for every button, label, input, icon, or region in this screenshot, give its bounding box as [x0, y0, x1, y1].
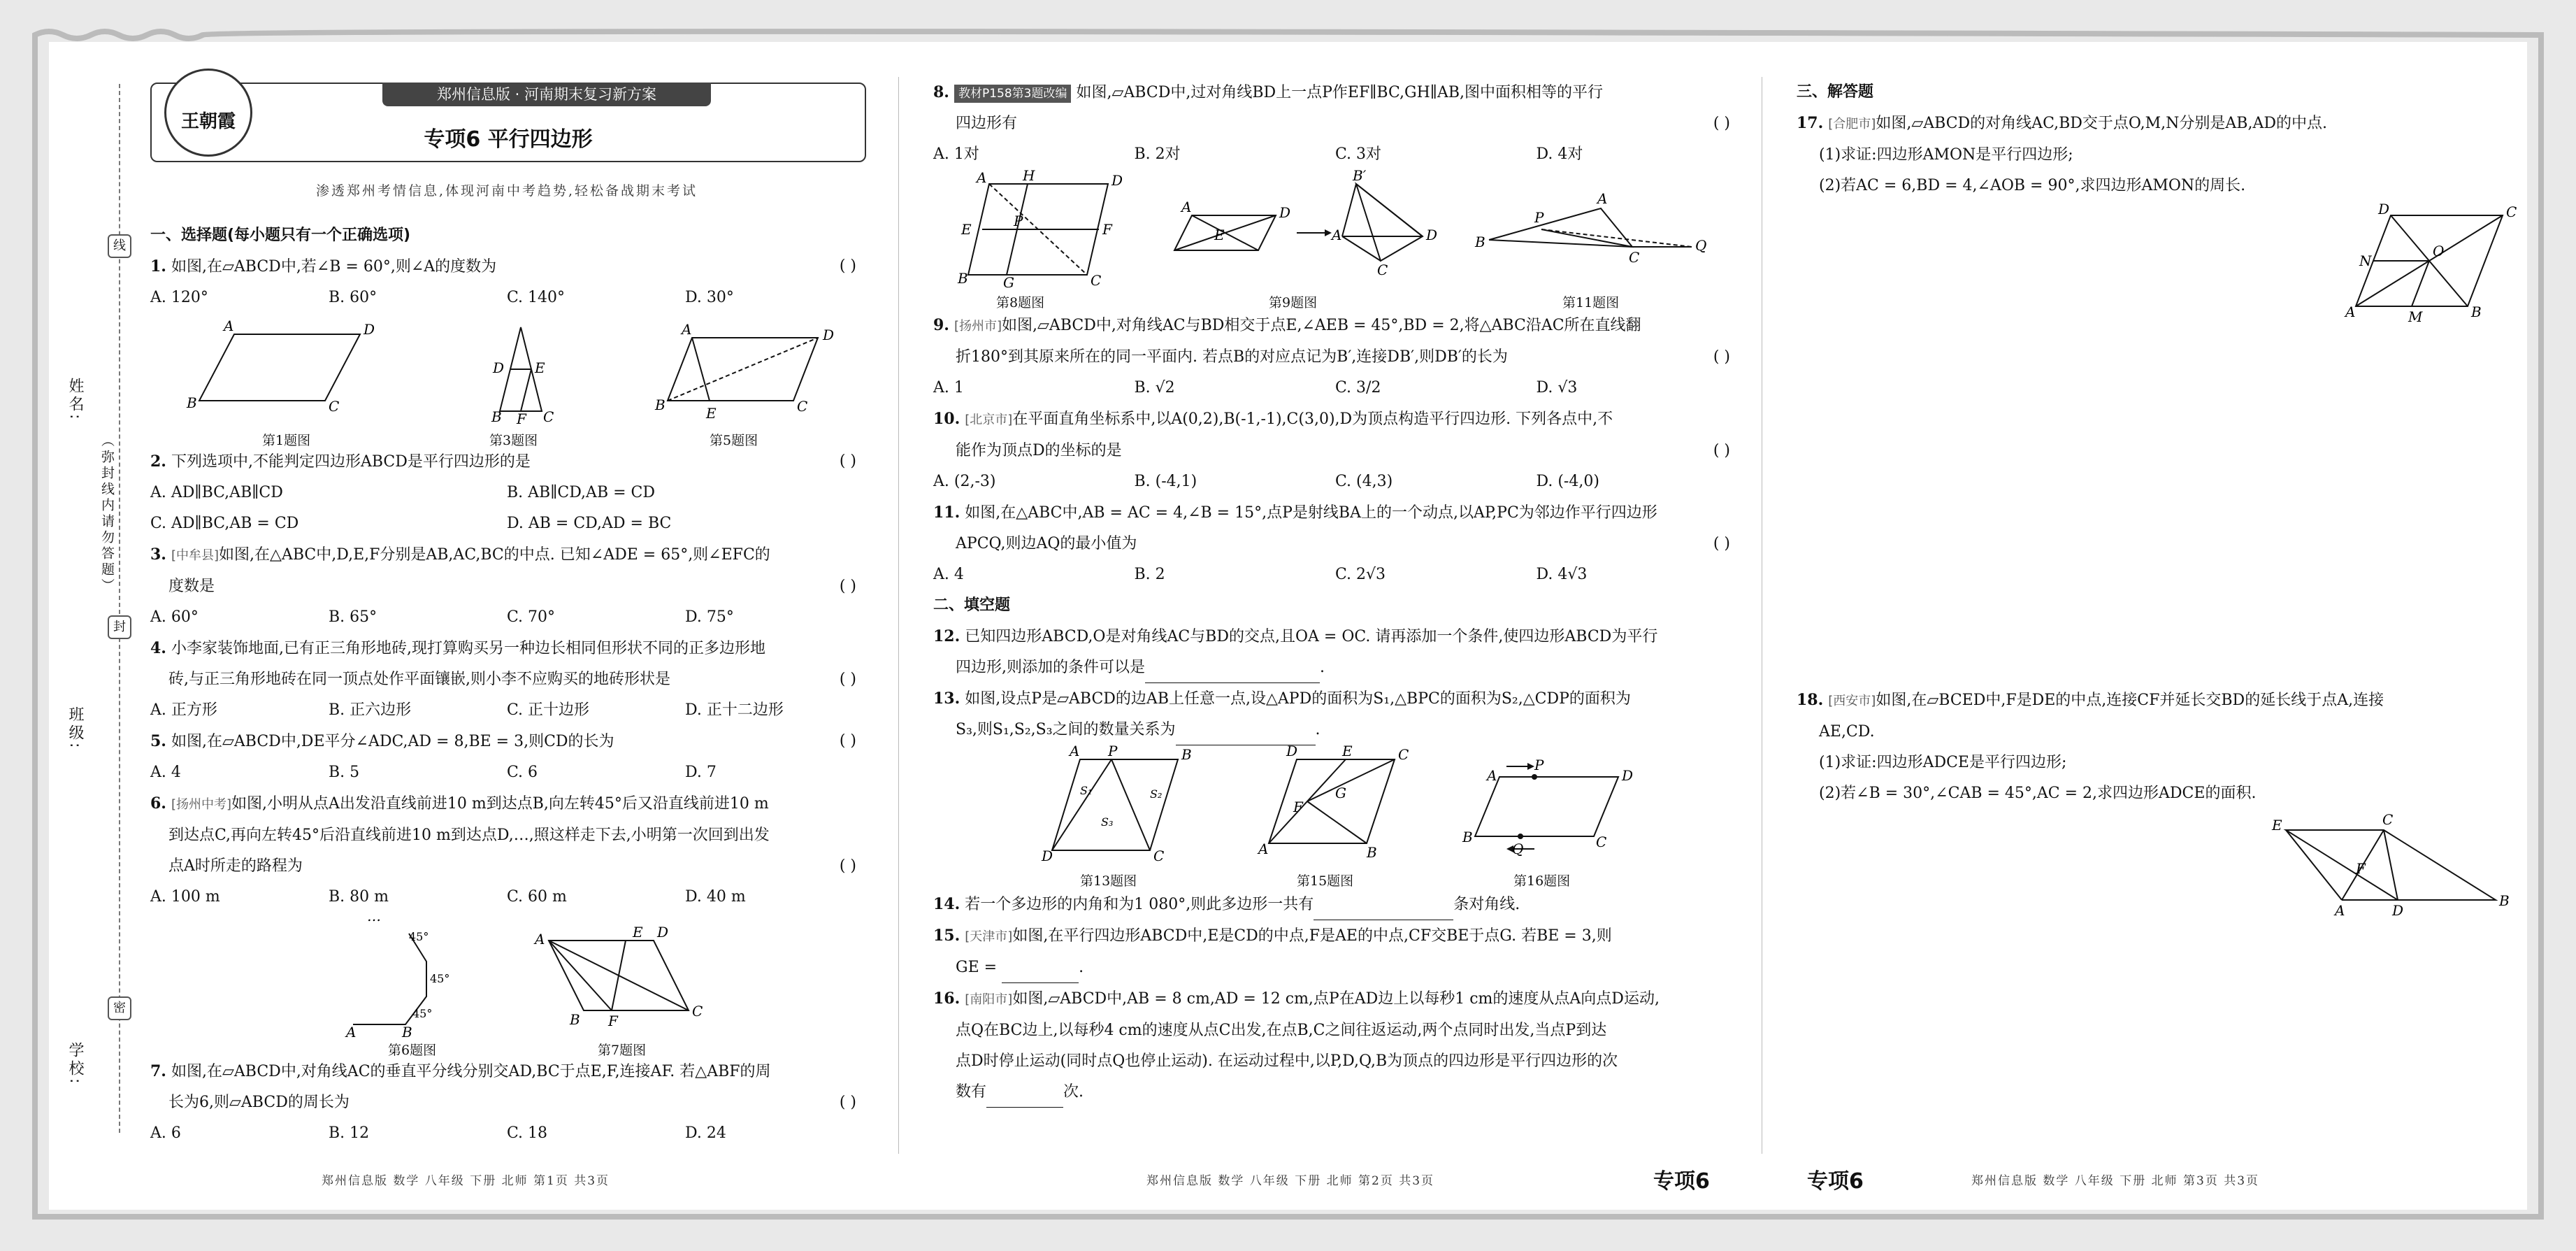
svg-text:C: C [1596, 834, 1607, 850]
svg-text:H: H [1023, 170, 1035, 184]
svg-text:D: D [1111, 172, 1123, 189]
svg-text:C: C [1153, 848, 1165, 864]
svg-text:A: A [1332, 227, 1342, 243]
figure-17 [1797, 201, 2517, 334]
section-heading: 一、选择题(每小题只有一个正确选项) [150, 227, 411, 244]
question-5: 5. 如图,在▱ABCD中,DE平分∠ADC,AD = 8,BE = 3,则CD的长为 ( ) [150, 732, 856, 750]
options: A. AD∥BC,AB∥CD B. AB∥CD,AB = CD [150, 484, 655, 501]
svg-text:A: A [535, 931, 545, 948]
svg-text:D: D [2392, 902, 2404, 919]
svg-text:P: P [1014, 213, 1023, 229]
svg-text:M: M [2408, 308, 2423, 325]
question-8: 8. 教材P158第3题改编 如图,▱ABCD中,过对角线BD上一点P作EF∥BC,GH∥AB,图中面积相等的平行 [933, 83, 1604, 101]
svg-text:O: O [2433, 243, 2445, 259]
page-footer: 郑州信息版 数学 八年级 下册 北师 第1页 共3页 [322, 1174, 610, 1188]
svg-text:D: D [1426, 227, 1438, 243]
figure-caption: 第8题图 [996, 295, 1045, 310]
options: A. 1对 B. 2对 C. 3对 D. 4对 [933, 145, 1583, 163]
svg-text:A: A [1258, 841, 1269, 857]
svg-text:C: C [1091, 272, 1102, 289]
question-9: 9. [扬州市]如图,▱ABCD中,对角线AC与BD相交于点E,∠AEB = 45°,BD = 2,将△ABC沿AC所在直线翻 [933, 316, 1641, 334]
svg-text:45°: 45° [409, 930, 429, 943]
svg-text:E: E [633, 924, 643, 941]
svg-text:A: A [346, 1024, 357, 1038]
answer-blank[interactable] [1002, 964, 1079, 983]
options: A. 4 B. 5 C. 6 D. 7 [150, 764, 717, 781]
answer-blank[interactable] [1145, 664, 1320, 683]
page-title: 专项6 平行四边形 [424, 127, 593, 152]
question-12: 12. 已知四边形ABCD,O是对角线AC与BD的交点,且OA = OC. 请再添加一个条件,使四边形ABCD为平行 [933, 627, 1658, 645]
svg-text:E: E [706, 405, 717, 422]
svg-text:E: E [535, 359, 545, 376]
svg-text:C: C [2382, 811, 2394, 828]
section-heading: 三、解答题 [1797, 83, 1874, 101]
page-footer: 郑州信息版 数学 八年级 下册 北师 第3页 共3页 [1971, 1174, 2260, 1188]
figure-18 [1797, 809, 2517, 935]
question-18: 18. [西安市]如图,在▱BCED中,F是DE的中点,连接CF并延长交BD的延长线于点A,连接 [1797, 691, 2384, 709]
question-6: 6. [扬州中考]如图,小明从点A出发沿直线前进10 m到达点B,向左转45°后又沿直线前进10 m [150, 794, 769, 813]
svg-text:D: D [2378, 201, 2390, 217]
svg-text:D: D [493, 359, 505, 376]
svg-text:C: C [2506, 203, 2517, 220]
svg-text:A: A [2335, 902, 2345, 919]
question-10: 10. [北京市]在平面直角坐标系中,以A(0,2),B(-1,-1),C(3,0),D为顶点构造平行四边形. 下列各点中,不 [933, 410, 1613, 428]
answer-blank[interactable] [1314, 901, 1453, 920]
header-banner: 郑州信息版 · 河南期末复习新方案 [382, 83, 711, 106]
svg-text:C: C [329, 398, 340, 415]
svg-text:45°: 45° [412, 1007, 433, 1020]
svg-text:A: A [1487, 767, 1497, 784]
question-14: 14. 若一个多边形的内角和为1 080°,则此多边形一共有 条对角线. [933, 889, 1737, 920]
svg-text:G: G [1003, 274, 1014, 289]
figure-1 [150, 313, 863, 425]
svg-text:P: P [1534, 757, 1544, 773]
svg-text:B′: B′ [1353, 170, 1367, 184]
question-16: 16. [南阳市]如图,▱ABCD中,AB = 8 cm,AD = 12 cm,点P在AD边上以每秒1 cm的速度从点A向点D运动, [933, 989, 1660, 1008]
column-2: 8. 教材P158第3题改编 如图,▱ABCD中,过对角线BD上一点P作EF∥BC,GH∥AB,图中面积相等的平行 四边形有 ( ) A. 1对 B. 2对 C. 3对 D. 4对 A H D E P F B G C A D E B′ A D C B P A C Q 第8题图 第9题图 第11题图 9. [扬州市]如图,▱ABCD中,对角线AC与BD相交于点E,∠AEB = 45°,BD = 2,将△ABC沿AC所在直线翻 折180°到其原来所在的同一平面内. 若点B的对应点记为B′,连接DB′,则DB′的长为 ( ) A. 1 B. √2 C. 3/2 D. √3 10. [北京市]在平面直角坐标系中,以A(0,2),B(-1,-1),C(3,0),D为顶点构造平行四边形. 下列各点中,不 能作为顶点D的坐标的是 ( ) A. (2,-3) B. (-4,1) C. (4,3) D. (-4,0) 11. 如图,在△ABC中,AB = AC = 4,∠B = 15°,点P是射线BA上的一个动点,以AP,PC为邻边作平行四边形 APCQ,则边AQ的最小值为 ( ) A. 4 B. 2 C. 2√3 D. 4√3 二、填空题 12. 已知四边形ABCD,O是对角线AC与BD的交点,且OA = OC. 请再添加一个条件,使四边形ABCD为平行 四边形,则添加的条件可以是 . 13. 如图,设点P是▱ABCD的边AB上任意一点,设△APD的面积为S₁,△BPC的面积为S₂,△CDP的面积为 S₃,则S₁,S₂,S₃之间的数量关系为 . A P B S₁ S₂ S₃ D C D E C F G A B A P D B Q C 第13题图 第15题图 第16题图 14. 若一个多边形的内角和为1 080°,则此多边形一共有 条对角线. 15. [天津市]如图,在平行四边形ABCD中,E是CD的中点,F是AE的中点,CF交BE于点G. 若BE = 3,则 GE = . 16. [南阳市]如图,▱ABCD中,AB = 8 cm,AD = 12 cm,点P在AD边上以每秒1 cm的速度从点A向点D运动, 点Q在BC边上,以每秒4 cm的速度从点C出发,在点B,C之间往返运动,两个点同时出发,当点P到达 点D时停止运动(同时点Q也停止运动). 在运动过程中,以P,D,Q,B为顶点的四边形是平行四边形的次 数有 次. [933, 77, 1737, 1108]
svg-text:A: A [224, 317, 234, 334]
svg-text:A: A [1070, 745, 1080, 759]
question-1: 1. 如图,在▱ABCD中,若∠B = 60°,则∠A的度数为 ( ) [150, 257, 856, 276]
figure-caption: 第13题图 [1080, 873, 1137, 889]
svg-text:F: F [1293, 799, 1303, 815]
name-label: 姓名: [66, 378, 84, 422]
svg-text:P: P [1108, 745, 1118, 759]
page-header [150, 83, 866, 162]
svg-text:C: C [692, 1003, 703, 1020]
section-heading: 二、填空题 [933, 596, 1011, 614]
svg-text:F: F [1102, 221, 1112, 238]
svg-text:E: E [2272, 817, 2282, 834]
column-1: 一、选择题(每小题只有一个正确选项) 1. 如图,在▱ABCD中,若∠B = 60°,则∠A的度数为 ( ) A. 120° B. 60° C. 140° D. 30° A D B C D E B F C A D B E C 第1题图 第3题图 第5题图 2. 下列选项中,不能判定四边形ABCD是平行四边形的是 ( ) A. AD∥BC,AB∥CD B. AB∥CD,AB = CD C. AD∥BC,AB = CD D. AB = CD,AD = BC 3. [中牟县]如图,在△ABC中,D,E,F分别是AB,AC,BC的中点. 已知∠ADE = 65°,则∠EFC的 度数是 ( ) A. 60° B. 65° C. 70° D. 75° 4. 小李家装饰地面,已有正三角形地砖,现打算购买另一种边长相同但形状不同的正多边形地 砖,与正三角形地砖在同一顶点处作平面镶嵌,则小李不应购买的地砖形状是 ( ) A. 正方形 B. 正六边形 C. 正十边形 D. 正十二边形 5. 如图,在▱ABCD中,DE平分∠ADC,AD = 8,BE = 3,则CD的长为 ( ) A. 4 B. 5 C. 6 D. 7 6. [扬州中考]如图,小明从点A出发沿直线前进10 m到达点B,向左转45°后又沿直线前进10 m 到达点C,再向左转45°后沿直线前进10 m到达点D,…,照这样走下去,小明第一次回到出发 点A时所走的路程为 ( ) A. 100 m B. 80 m C. 60 m D. 40 m … 45° 45° 45° A B A E D B F C 第6题图 第7题图 7. 如图,在▱ABCD中,对角线AC的垂直平分线分别交AD,BC于点E,F,连接AF. 若△ABF的周 长为6,则▱ABCD的周长为 ( ) A. 6 B. 12 C. 18 D. 24 [150, 220, 863, 1149]
figure-13-15-16 [933, 745, 1737, 868]
svg-text:F: F [608, 1013, 618, 1029]
seal-mark: 封 [108, 615, 131, 639]
figure-caption: 第3题图 [489, 433, 538, 448]
question-13: 13. 如图,设点P是▱ABCD的边AB上任意一点,设△APD的面积为S₁,△BPC的面积为S₂,△CDP的面积为 [933, 689, 1631, 708]
figures-row [933, 745, 1737, 889]
svg-text:A: A [1597, 190, 1608, 207]
figure-caption: 第9题图 [1269, 295, 1318, 310]
svg-text:C: C [797, 398, 808, 415]
svg-text:G: G [1335, 785, 1346, 801]
figure-caption: 第11题图 [1562, 295, 1620, 310]
page-subtitle: 渗透郑州考情信息,体现河南中考趋势,轻松备战期末考试 [315, 183, 698, 199]
svg-text:B: B [1475, 234, 1485, 250]
options: A. 100 m B. 80 m C. 60 m D. 40 m [150, 888, 746, 906]
question-17: 17. [合肥市]如图,▱ABCD的对角线AC,BD交于点O,M,N分别是AB,AD的中点. [1797, 114, 2327, 132]
svg-text:E: E [1214, 227, 1225, 243]
svg-text:B: B [491, 408, 502, 425]
options: A. 1 B. √2 C. 3/2 D. √3 [933, 379, 1578, 396]
answer-blank[interactable] [986, 1089, 1063, 1108]
figure-caption: 第16题图 [1513, 873, 1571, 889]
figure-8-9-11 [933, 170, 1737, 289]
question-2: 2. 下列选项中,不能判定四边形ABCD是平行四边形的是 ( ) [150, 452, 856, 471]
figure-caption: 第15题图 [1297, 873, 1354, 889]
options: C. AD∥BC,AB = CD D. AB = CD,AD = BC [150, 515, 672, 532]
figure-caption: 第7题图 [598, 1043, 647, 1058]
options: A. 4 B. 2 C. 2√3 D. 4√3 [933, 566, 1588, 583]
options: A. (2,-3) B. (-4,1) C. (4,3) D. (-4,0) [933, 473, 1599, 490]
question-3: 3. [中牟县]如图,在△ABC中,D,E,F分别是AB,AC,BC的中点. 已知∠ADE = 65°,则∠EFC的 [150, 545, 770, 564]
footer-title: 专项6 [1807, 1169, 1864, 1194]
svg-text:B: B [2499, 892, 2510, 909]
svg-text:S₁: S₁ [1080, 784, 1093, 797]
figure-caption: 第6题图 [388, 1043, 437, 1058]
options: A. 120° B. 60° C. 140° D. 30° [150, 289, 734, 306]
svg-text:…: … [367, 913, 381, 924]
question-15: 15. [天津市]如图,在平行四边形ABCD中,E是CD的中点,F是AE的中点,CF交BE于点G. 若BE = 3,则 [933, 927, 1612, 945]
svg-text:B: B [187, 394, 197, 411]
svg-text:D: D [823, 327, 835, 343]
svg-text:Q: Q [1695, 237, 1707, 254]
svg-text:B: B [570, 1011, 580, 1028]
svg-text:B: B [2471, 303, 2482, 320]
figures-row [150, 913, 863, 1056]
svg-text:E: E [961, 221, 972, 238]
svg-text:C: C [1629, 249, 1640, 266]
class-label: 班级: [66, 706, 84, 751]
figures-row [150, 313, 863, 446]
svg-text:Q: Q [1512, 841, 1524, 857]
svg-text:B: B [655, 396, 665, 413]
column-3: 三、解答题 17. [合肥市]如图,▱ABCD的对角线AC,BD交于点O,M,N分别是AB,AD的中点. (1)求证:四边形AMON是平行四边形; (2)若AC = 6,BD = 4,∠AOB = 90°,求四边形AMON的周长. D C N O A M B 18. [西安市]如图,在▱BCED中,F是DE的中点,连接CF并延长交BD的延长线于点A,连接 AE,CD. (1)求证:四边形ADCE是平行四边形; (2)若∠B = 30°,∠CAB = 45°,AC = 2,求四边形ADCE的面积. E C F A D B [1797, 77, 2517, 946]
question-11: 11. 如图,在△ABC中,AB = AC = 4,∠B = 15°,点P是射线BA上的一个动点,以AP,PC为邻边作平行四边形 [933, 503, 1657, 522]
svg-text:D: D [1286, 745, 1298, 759]
svg-text:C: C [1377, 262, 1388, 278]
svg-text:D: D [364, 321, 375, 338]
figure-6-7 [150, 913, 863, 1038]
svg-text:C: C [543, 408, 554, 425]
svg-text:A: A [1181, 199, 1192, 215]
footer-title: 专项6 [1653, 1169, 1710, 1194]
column-divider [898, 77, 899, 1154]
figure-caption: 第5题图 [710, 433, 758, 448]
svg-text:B: B [1367, 844, 1377, 861]
svg-text:F: F [517, 410, 526, 425]
svg-text:B: B [402, 1024, 412, 1038]
answer-blank[interactable] [1176, 727, 1316, 745]
options: A. 60° B. 65° C. 70° D. 75° [150, 608, 734, 626]
brand-logo: 王朝霞 [164, 69, 252, 157]
figure-caption: 第1题图 [262, 433, 311, 448]
svg-text:A: A [682, 321, 692, 338]
svg-text:S₃: S₃ [1101, 815, 1114, 829]
seal-note: （弥封线内请勿答题） [99, 434, 115, 594]
svg-text:D: D [657, 924, 669, 941]
svg-text:P: P [1534, 209, 1544, 226]
seal-mark: 密 [108, 996, 131, 1020]
svg-text:C: C [1398, 746, 1409, 763]
question-4: 4. 小李家装饰地面,已有正三角形地砖,现打算购买另一种边长相同但形状不同的正多边形地 [150, 639, 765, 657]
seal-mark: 线 [108, 234, 131, 258]
svg-text:S₂: S₂ [1150, 787, 1163, 801]
svg-text:45°: 45° [430, 972, 450, 985]
question-7: 7. 如图,在▱ABCD中,对角线AC的垂直平分线分别交AD,BC于点E,F,连接AF. 若△ABF的周 [150, 1062, 771, 1080]
svg-text:D: D [1279, 204, 1291, 221]
svg-text:N: N [2359, 252, 2372, 269]
options: A. 正方形 B. 正六边形 C. 正十边形 D. 正十二边形 [150, 701, 784, 719]
svg-text:E: E [1342, 745, 1353, 759]
svg-text:B: B [1462, 829, 1473, 845]
svg-text:B: B [958, 270, 968, 287]
svg-text:A: A [2345, 303, 2356, 320]
options: A. 6 B. 12 C. 18 D. 24 [150, 1124, 726, 1142]
svg-text:D: D [1042, 848, 1053, 864]
page-footer: 郑州信息版 数学 八年级 下册 北师 第2页 共3页 [1146, 1174, 1435, 1188]
figures-row [933, 170, 1737, 310]
svg-text:A: A [977, 170, 987, 186]
svg-text:D: D [1622, 767, 1634, 784]
svg-text:B: B [1181, 746, 1192, 763]
school-label: 学校: [66, 1042, 84, 1087]
svg-text:F: F [2356, 860, 2366, 877]
